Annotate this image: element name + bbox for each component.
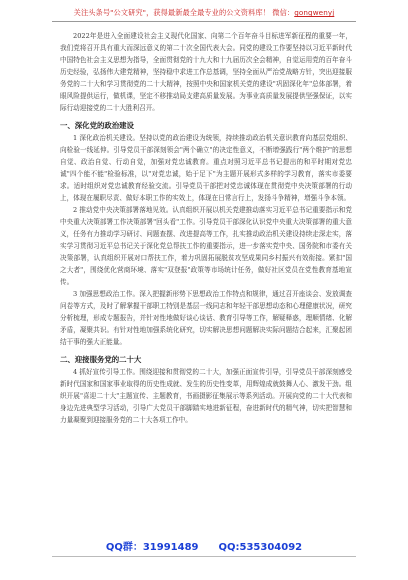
footer-contact (0, 538, 408, 553)
paragraph-political-3: 3 加强思想政治工作。深入把握新形势下思想政治工作特点和规律，通过召开座谈会、发放调查问卷等方式，及时了解掌握干部职工特别是基层一线同志和年轻干部思想动态和心理健康状况，研究分析梳理，形成专题报告，并针对性地做好谈心谈话、教育引导等工作，解疑释惑，理顺情绪、化解矛盾，凝聚共识。有针对性地加强系统化研究，切实解决思想问题解决实际问题结合起来，汇聚起团结干事的强大正能量。 (60, 290, 352, 346)
top-banner (0, 8, 408, 18)
intro-paragraph: 2022年是进入全面建设社会主义现代化国家、向第二个百年奋斗目标进军新征程的重要一年，我们党将召开具有重大而深远意义的第二十次全国代表大会。同党的建设工作要坚持以习近平新时代中国特色社会主义思想为指导，全面贯彻党的十九大和十九届历次全会精神，自觉运用党的百年奋斗历史经验，弘扬伟大建党精神，坚持稳中求进工作总基调，坚持全面从严治党战略方针，突出迎接服务党的二十大和学习贯彻党的二十大精神，按照中央和国家机关党的建设"巩固深化年"总体部署，着眼风险提供运行，做机课，坚定不移推动局支建高质量发展。为事业高质量发展提供坚强保证，以实际行动迎接党的二十大胜利召开。 (60, 32, 352, 112)
qq-number: QQ:535304092 (218, 542, 303, 553)
footer-divider (52, 556, 356, 557)
wechat-id-link[interactable]: gongwenyj (294, 8, 335, 17)
section-heading-congress: 二、迎接服务党的二十大 (60, 355, 142, 364)
section-heading-political: 一、深化党的政治建设 (60, 121, 134, 130)
paragraph-political-1: 1 深化政治机关建设。坚持以党的政治建设为统领，持续推动政治机关意识教育向基层党组织、向检验一线延伸。引导党员干部深刻领会"两个确立"的决定性意义，不断增强践行"两个维护"的思想自觉、政治自觉、行动自觉，加强对党忠诚教育。重点对照习近平总书记提出的和平时期对党忠诚"四个能不能"检验标准，以"对党忠诚，始于足下"为主题开展形式多样的学习教育，落实市委要求。适时组织对党忠诚教育经验交流。引导党员干部把对党忠诚体现在贯彻党中央决策部署的行动上，体现在履职尽责、做好本职工作的实效上，体现在日常言行上，发扬斗争精神，增强斗争本领。 (60, 134, 352, 202)
banner-text: 关注头条号"公文研究"，获得最新最全最专业的公文资料库！ 微信： (73, 8, 295, 17)
paragraph-political-2: 2 推动党中央决策部署落地见效。认真组织开展以机关党建推动落实习近平总书记重要指示和党中央重大决策部署工作决策部署"回头看"工作。引导党员干部深化认识党中央重大决策部署的重大意义，任务有力推动学习研讨、问题查摆、改进提高等工作，扎实推动政治机关建设持续走深走实，落实学习贯彻习近平总书记关于深化党总帮扶工作的重要指示，进一步落实党中央、国务院和市委有关决策部署，认真组织开展对口帮扶工作，着力巩固拓展脱贫攻坚成果同乡村振兴有效衔接。紧扣"国之大者"，围绕优化营商环境、落实"双登报"政策等市场统计任务，做好社区党员在党性教育基地宣传。 (60, 206, 352, 286)
document-body (60, 30, 352, 426)
qq-group: QQ群：31991489 (105, 542, 199, 553)
banner-divider (52, 21, 356, 22)
paragraph-congress-1: 4 抓好宣传引导工作。围绕迎接和贯彻党的二十大，加强正面宣传引导，引导党员干部深刻感受新时代国家和国家事业取得的历史性成就、发生的历史性变革，用辉煌成就鼓舞人心、激发干劲。组织开展"喜迎二十大"主题宣传、主题教育，书画摄影征集展示等系列活动。开展向党的二十大代表和身边先进典型学习活动，引导广大党员干部脚踏实地进新征程，奋进新时代的精气神，切实把智慧和力量凝聚到迎接服务党的二十大各项工作中。 (60, 368, 352, 424)
